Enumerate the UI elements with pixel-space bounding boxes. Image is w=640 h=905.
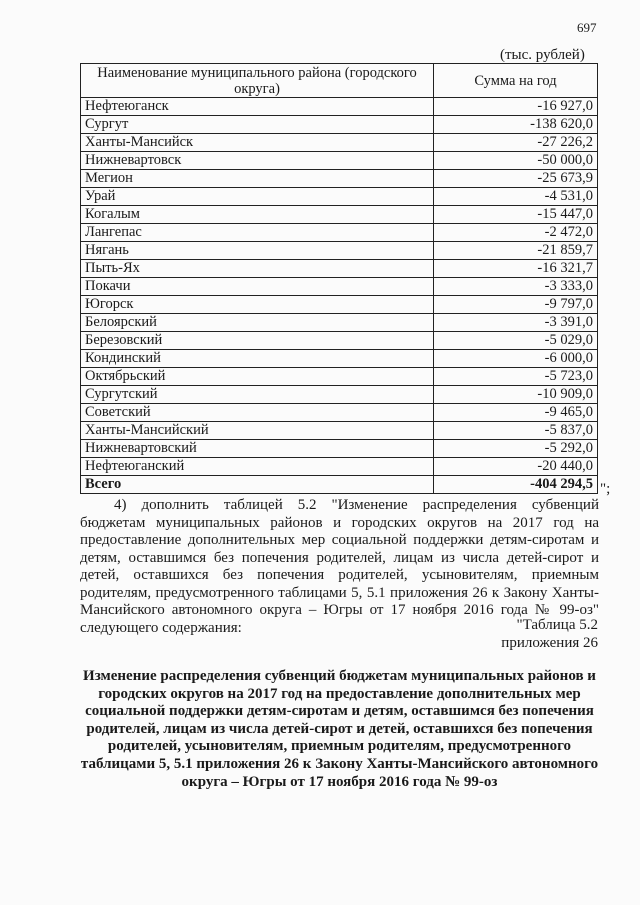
- municipality-name: Ханты-Мансийский: [81, 422, 434, 440]
- amount-value: -138 620,0: [434, 116, 598, 134]
- table-row: [81, 152, 598, 170]
- municipality-name: Советский: [81, 404, 434, 422]
- amount-value: -16 927,0: [434, 98, 598, 116]
- table-row: [81, 368, 598, 386]
- municipality-name: Нижневартовск: [81, 152, 434, 170]
- table-row: [81, 386, 598, 404]
- municipality-name: Октябрьский: [81, 368, 434, 386]
- table-row: [81, 134, 598, 152]
- table-reference-line-2: приложения 26: [501, 634, 598, 651]
- table-row: [81, 278, 598, 296]
- amount-value: -10 909,0: [434, 386, 598, 404]
- table-body: [81, 98, 598, 494]
- amount-value: -20 440,0: [434, 458, 598, 476]
- table-row: [81, 296, 598, 314]
- table-row: [81, 170, 598, 188]
- total-row: [81, 476, 598, 494]
- amount-value: -16 321,7: [434, 260, 598, 278]
- municipality-name: Лангепас: [81, 224, 434, 242]
- municipality-name: Мегион: [81, 170, 434, 188]
- table-row: [81, 314, 598, 332]
- table-row: [81, 260, 598, 278]
- municipality-name: Урай: [81, 188, 434, 206]
- municipality-name: Ханты-Мансийск: [81, 134, 434, 152]
- municipality-name: Когалым: [81, 206, 434, 224]
- table-row: [81, 242, 598, 260]
- amount-value: -21 859,7: [434, 242, 598, 260]
- municipality-name: Покачи: [81, 278, 434, 296]
- municipality-name: Сургут: [81, 116, 434, 134]
- municipality-name: Сургутский: [81, 386, 434, 404]
- table-row: [81, 206, 598, 224]
- amount-value: -50 000,0: [434, 152, 598, 170]
- column-header-sum: Сумма на год: [434, 64, 598, 98]
- table-header-row: [81, 64, 598, 98]
- municipality-name: Нягань: [81, 242, 434, 260]
- total-label: Всего: [81, 476, 434, 494]
- amount-value: -9 465,0: [434, 404, 598, 422]
- municipality-name: Нижневартовский: [81, 440, 434, 458]
- column-header-name: Наименование муниципального района (городского округа): [81, 64, 434, 98]
- table-heading: Изменение распределения субвенций бюджетам муниципальных районов и городских округов на 2017 год на предоставление дополнительных мер социальной поддержки детям-сиротам и детям, оставшимся без попечения родителей, лицам из числа детей-сирот и детей, оставшихся без попечения родителей, усыновителям, приемным родителям, предусмотренного таблицами 5, 5.1 приложения 26 к Закону Ханты-Мансийского автономного округа – Югры от 17 ноября 2016 года № 99-оз: [80, 668, 599, 790]
- table-row: [81, 404, 598, 422]
- table-row: [81, 224, 598, 242]
- table-closing-quote: ";: [600, 481, 611, 497]
- municipality-name: Белоярский: [81, 314, 434, 332]
- municipality-name: Югорск: [81, 296, 434, 314]
- table-row: [81, 188, 598, 206]
- municipality-name: Березовский: [81, 332, 434, 350]
- amendment-paragraph: 4) дополнить таблицей 5.2 "Изменение распределения субвенций бюджетам муниципальных районов и городских округов на 2017 год на предоставление дополнительных мер социальной поддержки детям-сиротам и детям, оставшимся без попечения родителей, лицам из числа детей-сирот и детей, оставшихся без попечения родителей, усыновителям, приемным родителям, предусмотренного таблицами 5, 5.1 приложения 26 к Закону Ханты-Мансийского автономного округа – Югры от 17 ноября 2016 года № 99-оз" следующего содержания:: [80, 497, 599, 636]
- table-row: [81, 422, 598, 440]
- amount-value: -6 000,0: [434, 350, 598, 368]
- table-row: [81, 458, 598, 476]
- amount-value: -3 391,0: [434, 314, 598, 332]
- amount-value: -5 292,0: [434, 440, 598, 458]
- table-row: [81, 332, 598, 350]
- amount-value: -9 797,0: [434, 296, 598, 314]
- units-label: (тыс. рублей): [500, 47, 585, 63]
- amount-value: -25 673,9: [434, 170, 598, 188]
- amount-value: -4 531,0: [434, 188, 598, 206]
- amount-value: -5 723,0: [434, 368, 598, 386]
- table-reference-line-1: "Таблица 5.2: [516, 617, 598, 633]
- table-row: [81, 350, 598, 368]
- municipality-name: Нефтеюганский: [81, 458, 434, 476]
- subsidy-table: [80, 63, 598, 494]
- amount-value: -5 837,0: [434, 422, 598, 440]
- amount-value: -3 333,0: [434, 278, 598, 296]
- municipality-name: Нефтеюганск: [81, 98, 434, 116]
- page-number: 697: [577, 20, 597, 35]
- table-row: [81, 98, 598, 116]
- table-reference: [480, 617, 598, 652]
- table-row: [81, 116, 598, 134]
- municipality-name: Кондинский: [81, 350, 434, 368]
- amount-value: -5 029,0: [434, 332, 598, 350]
- municipality-name: Пыть-Ях: [81, 260, 434, 278]
- table-row: [81, 440, 598, 458]
- amount-value: -15 447,0: [434, 206, 598, 224]
- total-amount: -404 294,5: [434, 476, 598, 494]
- amount-value: -27 226,2: [434, 134, 598, 152]
- amount-value: -2 472,0: [434, 224, 598, 242]
